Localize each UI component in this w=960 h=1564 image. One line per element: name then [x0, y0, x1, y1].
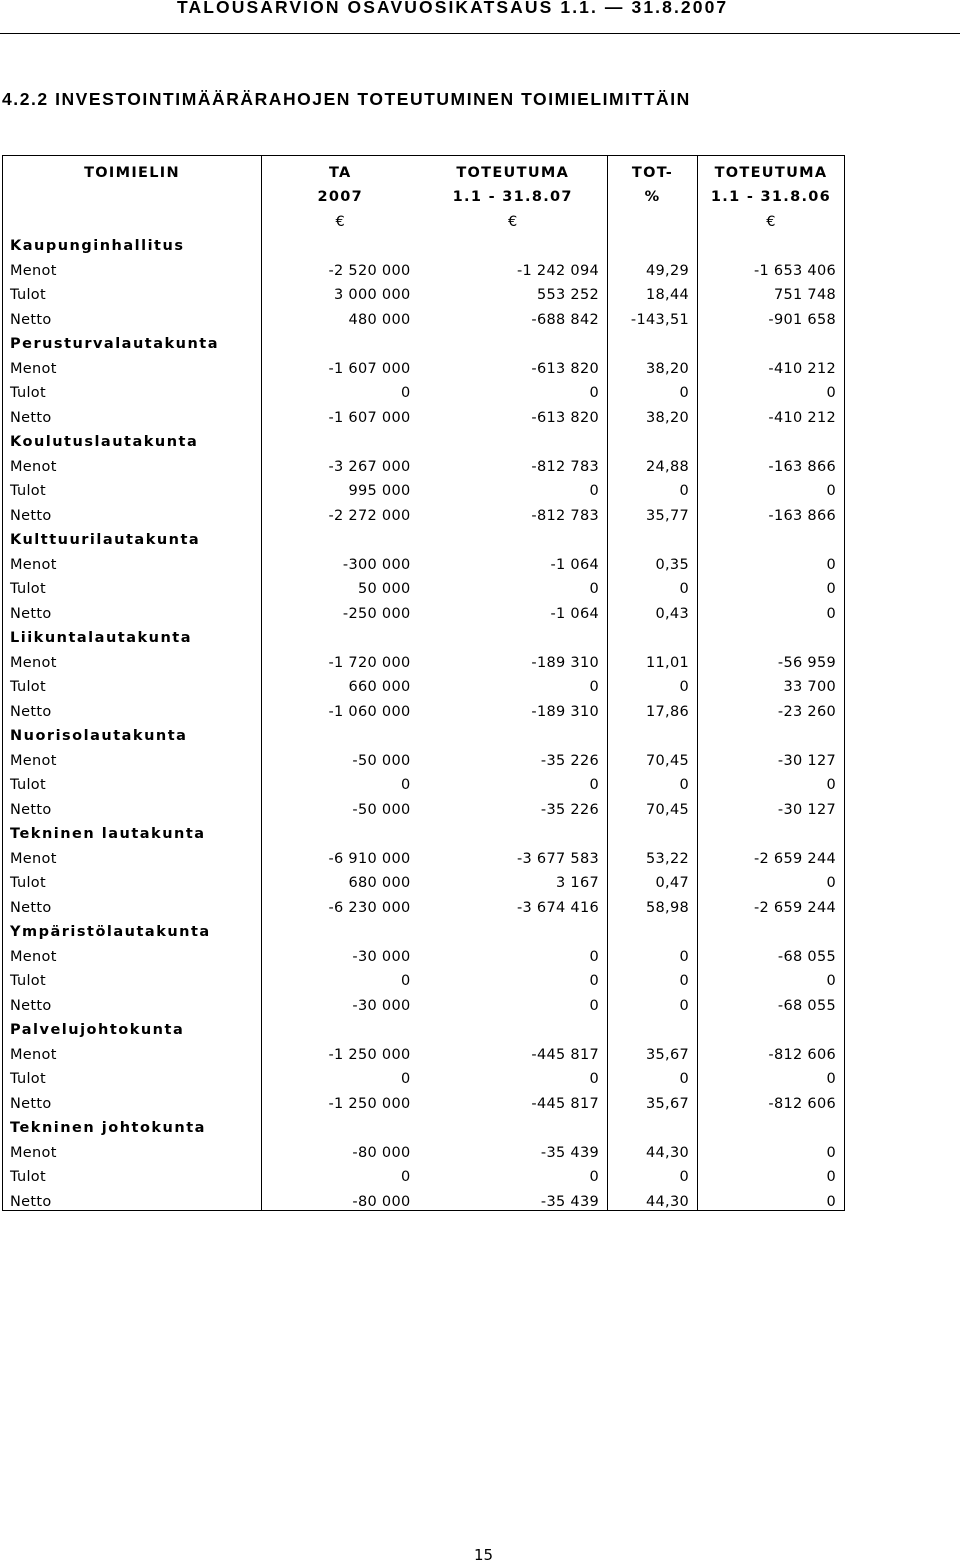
group-empty-ta — [262, 818, 419, 843]
table-row — [3, 1161, 845, 1186]
cell-tot-pct: 58,98 — [608, 891, 698, 916]
cell-ta-2007: -1 250 000 — [262, 1038, 419, 1063]
cell-tot-pct: 35,67 — [608, 1038, 698, 1063]
group-empty-toteutuma-06 — [698, 230, 845, 255]
cell-ta-2007: -6 910 000 — [262, 842, 419, 867]
cell-tot-pct: 17,86 — [608, 695, 698, 720]
cell-toteutuma-07: -1 242 094 — [516, 262, 599, 279]
unit-toteutuma-06: € — [698, 205, 845, 230]
row-label: Tulot — [3, 1063, 262, 1088]
table-row — [3, 1087, 845, 1112]
group-empty-ta — [262, 230, 419, 255]
column-subheader-toimielin — [3, 181, 262, 206]
cell-toteutuma-06: 751 748 — [698, 279, 845, 304]
group-row — [3, 818, 845, 843]
cell-toteutuma-06: -2 659 244 — [698, 891, 845, 916]
investment-table — [2, 155, 845, 1211]
cell-tot-pct: 0 — [608, 989, 698, 1014]
table-row — [3, 989, 845, 1014]
group-empty-pct — [608, 230, 698, 255]
group-empty-toteutuma-06 — [698, 426, 845, 451]
group-empty-pct — [608, 720, 698, 745]
group-row — [3, 328, 845, 353]
cell-toteutuma-06: 0 — [698, 867, 845, 892]
cell-toteutuma-06: -30 127 — [698, 793, 845, 818]
row-label: Menot — [3, 646, 262, 671]
page-header-title: TALOUSARVION OSAVUOSIKATSAUS 1.1. — 31.8.2007 — [177, 0, 729, 17]
investment-table-body — [3, 156, 845, 1211]
table-row — [3, 401, 845, 426]
cell-toteutuma-07: -35 226 — [540, 752, 599, 769]
row-label: Tulot — [3, 867, 262, 892]
group-name: Koulutuslautakunta — [3, 426, 262, 451]
group-name: Tekninen lautakunta — [3, 818, 262, 843]
cell-toteutuma-07: 0 — [589, 1071, 599, 1087]
cell-toteutuma-07: 0 — [589, 777, 599, 793]
group-name: Liikuntalautakunta — [3, 622, 262, 647]
header-rule — [0, 33, 960, 34]
cell-ta-2007: -6 230 000 — [262, 891, 419, 916]
group-empty-toteutuma-06 — [698, 1014, 845, 1039]
cell-tot-pct: 35,77 — [608, 499, 698, 524]
cell-toteutuma-07: -445 817 — [531, 1046, 599, 1063]
cell-ta-2007: 0 — [262, 769, 419, 794]
cell-toteutuma-06: 0 — [698, 1136, 845, 1161]
cell-toteutuma-06: -68 055 — [698, 989, 845, 1014]
cell-toteutuma-07: -189 310 — [531, 703, 599, 720]
cell-ta-2007: -80 000 — [262, 1136, 419, 1161]
cell-toteutuma-06: 0 — [698, 548, 845, 573]
group-empty-toteutuma-07 — [419, 1014, 608, 1039]
row-label: Netto — [3, 1087, 262, 1112]
cell-toteutuma-06: -812 606 — [698, 1038, 845, 1063]
group-name: Tekninen johtokunta — [3, 1112, 262, 1137]
row-label: Netto — [3, 1185, 262, 1210]
group-empty-toteutuma-06 — [698, 622, 845, 647]
group-row — [3, 1014, 845, 1039]
group-empty-pct — [608, 328, 698, 353]
table-row — [3, 671, 845, 696]
table-row — [3, 867, 845, 892]
cell-tot-pct: 38,20 — [608, 352, 698, 377]
row-label: Netto — [3, 989, 262, 1014]
cell-toteutuma-07: -688 842 — [531, 311, 599, 328]
cell-toteutuma-07: 0 — [589, 973, 599, 989]
cell-ta-2007: 995 000 — [262, 475, 419, 500]
cell-toteutuma-07: -812 783 — [531, 458, 599, 475]
cell-ta-2007: -30 000 — [262, 940, 419, 965]
cell-toteutuma-06: -23 260 — [698, 695, 845, 720]
cell-toteutuma-07: 0 — [589, 948, 599, 965]
row-label: Tulot — [3, 573, 262, 598]
cell-toteutuma-06: -2 659 244 — [698, 842, 845, 867]
cell-tot-pct: 0,35 — [608, 548, 698, 573]
group-name: Palvelujohtokunta — [3, 1014, 262, 1039]
row-label: Menot — [3, 1136, 262, 1161]
cell-ta-2007: -3 267 000 — [262, 450, 419, 475]
cell-ta-2007: 680 000 — [262, 867, 419, 892]
column-header-tot-pct: TOT- — [608, 156, 698, 181]
table-row — [3, 891, 845, 916]
cell-toteutuma-07: -613 820 — [531, 409, 599, 426]
cell-ta-2007: -2 272 000 — [262, 499, 419, 524]
cell-tot-pct: 0,47 — [608, 867, 698, 892]
cell-ta-2007: -1 060 000 — [262, 695, 419, 720]
cell-tot-pct: 35,67 — [608, 1087, 698, 1112]
cell-tot-pct: 0,43 — [608, 597, 698, 622]
cell-tot-pct: 0 — [608, 671, 698, 696]
group-empty-toteutuma-07 — [419, 1112, 608, 1137]
cell-tot-pct: 0 — [608, 940, 698, 965]
group-empty-ta — [262, 1014, 419, 1039]
table-row — [3, 744, 845, 769]
group-row — [3, 720, 845, 745]
cell-ta-2007: -250 000 — [262, 597, 419, 622]
cell-toteutuma-07: 3 167 — [555, 875, 599, 891]
cell-toteutuma-07: -189 310 — [531, 654, 599, 671]
row-label: Menot — [3, 744, 262, 769]
cell-tot-pct: 0 — [608, 1161, 698, 1186]
row-label: Netto — [3, 401, 262, 426]
cell-tot-pct: 0 — [608, 377, 698, 402]
table-row — [3, 793, 845, 818]
unit-toimielin — [3, 205, 262, 230]
table-row — [3, 303, 845, 328]
row-label: Menot — [3, 842, 262, 867]
cell-toteutuma-07: -35 226 — [540, 801, 599, 818]
table-row — [3, 254, 845, 279]
group-empty-pct — [608, 524, 698, 549]
cell-ta-2007: 480 000 — [262, 303, 419, 328]
group-empty-toteutuma-07 — [419, 916, 608, 941]
table-row — [3, 548, 845, 573]
group-empty-ta — [262, 1112, 419, 1137]
cell-ta-2007: 0 — [262, 377, 419, 402]
row-label: Netto — [3, 695, 262, 720]
group-empty-pct — [608, 1014, 698, 1039]
cell-tot-pct: 0 — [608, 1063, 698, 1088]
cell-toteutuma-06: 0 — [698, 1161, 845, 1186]
row-label: Menot — [3, 548, 262, 573]
cell-ta-2007: -1 607 000 — [262, 401, 419, 426]
cell-toteutuma-07: 0 — [589, 1169, 599, 1185]
table-row — [3, 352, 845, 377]
cell-tot-pct: 24,88 — [608, 450, 698, 475]
group-row — [3, 426, 845, 451]
cell-toteutuma-06: -68 055 — [698, 940, 845, 965]
table-row — [3, 377, 845, 402]
group-empty-ta — [262, 916, 419, 941]
cell-ta-2007: 0 — [262, 1063, 419, 1088]
cell-toteutuma-06: -30 127 — [698, 744, 845, 769]
group-empty-toteutuma-06 — [698, 720, 845, 745]
column-header-toimielin: TOIMIELIN — [3, 156, 262, 181]
table-row — [3, 940, 845, 965]
column-header-ta: TA — [262, 156, 419, 181]
cell-toteutuma-06: 0 — [698, 475, 845, 500]
cell-toteutuma-07: -812 783 — [531, 507, 599, 524]
cell-ta-2007: -300 000 — [262, 548, 419, 573]
cell-toteutuma-06: -56 959 — [698, 646, 845, 671]
cell-toteutuma-07: 0 — [589, 581, 599, 597]
group-empty-toteutuma-07 — [419, 426, 608, 451]
cell-ta-2007: -50 000 — [262, 744, 419, 769]
cell-toteutuma-07: -35 439 — [419, 1185, 608, 1210]
group-empty-ta — [262, 622, 419, 647]
group-row — [3, 230, 845, 255]
group-name: Ympäristölautakunta — [3, 916, 262, 941]
cell-tot-pct: 0 — [608, 573, 698, 598]
cell-toteutuma-06: 0 — [698, 965, 845, 990]
group-empty-toteutuma-06 — [698, 1112, 845, 1137]
cell-toteutuma-06: -410 212 — [698, 401, 845, 426]
cell-tot-pct: 44,30 — [608, 1185, 698, 1210]
row-label: Tulot — [3, 475, 262, 500]
row-label: Tulot — [3, 1161, 262, 1186]
cell-toteutuma-07: 0 — [589, 679, 599, 695]
cell-toteutuma-06: 0 — [698, 1063, 845, 1088]
group-empty-toteutuma-07 — [419, 524, 608, 549]
row-label: Menot — [3, 254, 262, 279]
cell-toteutuma-06: -1 653 406 — [698, 254, 845, 279]
cell-tot-pct: 0 — [608, 769, 698, 794]
group-empty-toteutuma-06 — [698, 524, 845, 549]
group-empty-pct — [608, 1112, 698, 1137]
cell-tot-pct: 18,44 — [608, 279, 698, 304]
group-empty-ta — [262, 328, 419, 353]
table-row — [3, 1136, 845, 1161]
group-row — [3, 916, 845, 941]
column-subheader-ta: 2007 — [262, 181, 419, 206]
row-label: Netto — [3, 303, 262, 328]
table-row — [3, 1063, 845, 1088]
table-header-row — [3, 156, 845, 181]
cell-ta-2007: -2 520 000 — [262, 254, 419, 279]
table-row — [3, 499, 845, 524]
cell-tot-pct: 0 — [608, 475, 698, 500]
cell-toteutuma-06: 0 — [698, 769, 845, 794]
cell-tot-pct: -143,51 — [608, 303, 698, 328]
table-row — [3, 646, 845, 671]
table-row — [3, 573, 845, 598]
cell-toteutuma-06: -901 658 — [698, 303, 845, 328]
cell-tot-pct: 53,22 — [608, 842, 698, 867]
cell-tot-pct: 11,01 — [608, 646, 698, 671]
table-row — [3, 475, 845, 500]
unit-tot-pct — [608, 205, 698, 230]
group-empty-pct — [608, 916, 698, 941]
row-label: Tulot — [3, 377, 262, 402]
table-row — [3, 597, 845, 622]
cell-toteutuma-06: 0 — [698, 1185, 845, 1210]
unit-ta: € — [262, 205, 419, 230]
cell-tot-pct: 44,30 — [608, 1136, 698, 1161]
table-row — [3, 769, 845, 794]
cell-ta-2007: -80 000 — [262, 1185, 419, 1210]
column-subheader-toteutuma-07: 1.1 - 31.8.07 — [452, 189, 573, 205]
cell-toteutuma-06: -812 606 — [698, 1087, 845, 1112]
cell-toteutuma-07: -35 439 — [540, 1144, 599, 1161]
group-name: Perusturvalautakunta — [3, 328, 262, 353]
column-subheader-toteutuma-06: 1.1 - 31.8.06 — [698, 181, 845, 206]
cell-toteutuma-07: 0 — [589, 385, 599, 401]
table-row — [3, 1038, 845, 1063]
cell-tot-pct: 38,20 — [608, 401, 698, 426]
table-row — [3, 842, 845, 867]
cell-ta-2007: -1 250 000 — [262, 1087, 419, 1112]
cell-tot-pct: 49,29 — [608, 254, 698, 279]
cell-ta-2007: 660 000 — [262, 671, 419, 696]
section-title: 4.2.2 INVESTOINTIMÄÄRÄRAHOJEN TOTEUTUMINEN TOIMIELIMITTÄIN — [2, 89, 691, 109]
group-empty-toteutuma-07 — [419, 622, 608, 647]
unit-toteutuma-07: € — [507, 213, 518, 230]
group-row — [3, 1112, 845, 1137]
cell-tot-pct: 0 — [608, 965, 698, 990]
group-name: Nuorisolautakunta — [3, 720, 262, 745]
cell-tot-pct: 70,45 — [608, 744, 698, 769]
cell-ta-2007: -1 607 000 — [262, 352, 419, 377]
cell-toteutuma-07: -1 064 — [550, 556, 599, 573]
row-label: Tulot — [3, 279, 262, 304]
cell-toteutuma-07: -445 817 — [531, 1095, 599, 1112]
row-label: Netto — [3, 793, 262, 818]
cell-toteutuma-07: -3 674 416 — [516, 899, 599, 916]
table-row — [3, 965, 845, 990]
row-label: Tulot — [3, 965, 262, 990]
cell-toteutuma-06: 33 700 — [698, 671, 845, 696]
table-row — [3, 695, 845, 720]
group-empty-toteutuma-07 — [419, 818, 608, 843]
column-header-toteutuma-06: TOTEUTUMA — [698, 156, 845, 181]
cell-ta-2007: 3 000 000 — [262, 279, 419, 304]
cell-toteutuma-06: -163 866 — [698, 499, 845, 524]
row-label: Menot — [3, 940, 262, 965]
column-subheader-tot-pct: % — [608, 181, 698, 206]
cell-ta-2007: 50 000 — [262, 573, 419, 598]
group-empty-toteutuma-07 — [419, 230, 608, 255]
group-empty-toteutuma-06 — [698, 328, 845, 353]
group-empty-pct — [608, 426, 698, 451]
page-number: 15 — [474, 1546, 494, 1564]
group-empty-pct — [608, 818, 698, 843]
row-label: Tulot — [3, 671, 262, 696]
cell-toteutuma-07: 553 252 — [536, 287, 599, 303]
table-row — [3, 450, 845, 475]
cell-toteutuma-07: -1 064 — [550, 605, 599, 622]
row-label: Netto — [3, 891, 262, 916]
cell-toteutuma-07: 0 — [589, 997, 599, 1014]
row-label: Menot — [3, 450, 262, 475]
row-label: Tulot — [3, 769, 262, 794]
group-empty-toteutuma-07 — [419, 720, 608, 745]
row-label: Menot — [3, 1038, 262, 1063]
cell-toteutuma-06: 0 — [698, 377, 845, 402]
table-row — [3, 1185, 845, 1210]
group-name: Kaupunginhallitus — [3, 230, 262, 255]
cell-toteutuma-06: 0 — [698, 573, 845, 598]
cell-toteutuma-07: -3 677 583 — [516, 850, 599, 867]
group-empty-pct — [608, 622, 698, 647]
cell-ta-2007: 0 — [262, 1161, 419, 1186]
row-label: Menot — [3, 352, 262, 377]
table-header-row — [3, 181, 845, 206]
cell-toteutuma-06: 0 — [698, 597, 845, 622]
column-header-toteutuma-07: TOTEUTUMA — [419, 156, 608, 181]
cell-toteutuma-07: 0 — [589, 483, 599, 499]
group-row — [3, 622, 845, 647]
cell-toteutuma-06: -163 866 — [698, 450, 845, 475]
group-empty-toteutuma-07 — [419, 328, 608, 353]
group-empty-ta — [262, 426, 419, 451]
group-name: Kulttuurilautakunta — [3, 524, 262, 549]
group-row — [3, 524, 845, 549]
cell-ta-2007: -1 720 000 — [262, 646, 419, 671]
cell-toteutuma-07: -613 820 — [531, 360, 599, 377]
cell-ta-2007: -30 000 — [262, 989, 419, 1014]
row-label: Netto — [3, 499, 262, 524]
table-unit-row — [3, 205, 845, 230]
cell-tot-pct: 70,45 — [608, 793, 698, 818]
cell-toteutuma-06: -410 212 — [698, 352, 845, 377]
group-empty-ta — [262, 524, 419, 549]
group-empty-ta — [262, 720, 419, 745]
row-label: Netto — [3, 597, 262, 622]
cell-ta-2007: 0 — [262, 965, 419, 990]
group-empty-toteutuma-06 — [698, 916, 845, 941]
table-row — [3, 279, 845, 304]
group-empty-toteutuma-06 — [698, 818, 845, 843]
cell-ta-2007: -50 000 — [262, 793, 419, 818]
